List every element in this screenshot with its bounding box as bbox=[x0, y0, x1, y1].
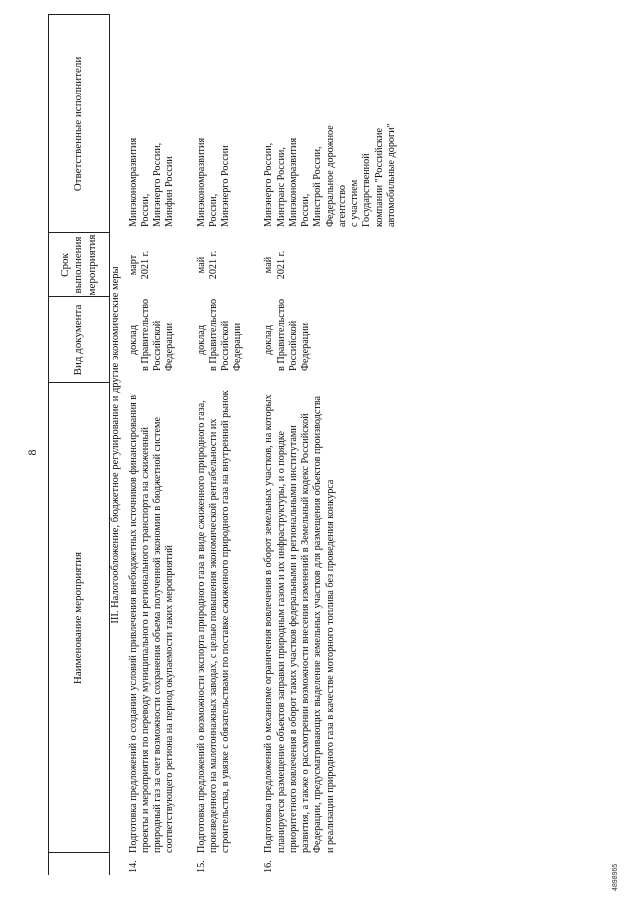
responsible-line: Минэнерго России bbox=[220, 145, 231, 227]
doc-line: доклад bbox=[127, 325, 139, 356]
measures-table bbox=[48, 15, 412, 876]
responsible-line: Минэкономразвития bbox=[287, 137, 299, 227]
responsible-line: компании "Российские bbox=[373, 128, 385, 227]
header-deadline: Срок выполнения мероприятия bbox=[49, 233, 110, 297]
header-number-cell bbox=[49, 853, 110, 875]
responsible-line: агентство bbox=[336, 185, 348, 227]
doc-line: в Правительство bbox=[139, 298, 151, 371]
responsible-line: Минэкономразвития bbox=[127, 137, 139, 227]
row-measure-name: Подготовка предложений о механизме ограничения вовлечения в оборот земельных участков, на которых планируется размещение объектов заправки природным газом и их инфраструктуры, и о порядке приоритетного вовлечения в оборот таких участков федеральными и региональными институтами развития, а также о рассмотрении возможности внесения изменений в Земельный кодекс Российской Федерации, предусматривающих выделение земельных участков для размещения объектов производства и реализации природного газа в качестве моторного топлива без проведения конкурса bbox=[263, 394, 336, 853]
row-deadline bbox=[258, 233, 412, 297]
section-title-row bbox=[110, 15, 123, 875]
section-title: III. Налогообложение, бюджетное регулирование и другие экономические меры bbox=[110, 266, 121, 624]
doc-line: Российской bbox=[287, 320, 299, 371]
row-responsible bbox=[191, 15, 259, 233]
doc-line: доклад bbox=[195, 325, 207, 356]
doc-line: в Правительство bbox=[207, 298, 219, 371]
responsible-line: Минэнерго России, bbox=[152, 142, 164, 227]
responsible-line: России, bbox=[300, 193, 312, 227]
doc-line: доклад bbox=[263, 325, 275, 356]
row-number: 15. bbox=[195, 860, 207, 873]
doc-line: Федерации bbox=[300, 322, 312, 371]
doc-line: Российской bbox=[152, 320, 164, 371]
doc-line: в Правительство bbox=[275, 298, 287, 371]
row-number: 16. bbox=[263, 860, 275, 873]
header-responsible: Ответственные исполнители bbox=[49, 15, 110, 233]
header-document-type: Вид документа bbox=[49, 297, 110, 383]
row-document-type bbox=[123, 297, 191, 383]
row-document-type bbox=[191, 297, 259, 383]
row-measure-name: Подготовка предложений о возможности экспорта природного газа в виде сжиженного природного газа, произведенного на малотоннажных заводах, с целью повышения экономической рентабельности их строительства, в увязке с обязательствами по поставке сжиженного природного газа на внутренний рынок bbox=[195, 390, 231, 853]
responsible-line: Минэкономразвития bbox=[195, 137, 207, 227]
table-row bbox=[258, 15, 412, 875]
responsible-line: автомобильные дороги" bbox=[385, 123, 397, 227]
responsible-line: Минстрой России, bbox=[312, 146, 324, 227]
row-measure-name: Подготовка предложений о создании условий привлечения внебюджетных источников финансирования в проекты и мероприятия по переводу муниципального и регионального транспорта на сжиженный природный газ за счет возможности сохранения объема полученной экономии в бюджетной системе соответствующего региона на период окупаемости таких мероприятий bbox=[127, 394, 176, 853]
deadline-year: 2021 г. bbox=[139, 250, 151, 280]
row-document-type bbox=[258, 297, 412, 383]
responsible-line: России, bbox=[139, 193, 151, 227]
table-header-row bbox=[49, 15, 110, 875]
responsible-line: Государственной bbox=[361, 153, 373, 227]
deadline-month: май bbox=[195, 256, 207, 274]
deadline-year: 2021 г. bbox=[207, 250, 219, 280]
row-responsible bbox=[258, 15, 412, 233]
responsible-line: Минтранс России, bbox=[275, 147, 287, 227]
doc-line: Федерации bbox=[232, 322, 244, 371]
table-row bbox=[191, 15, 259, 875]
responsible-line: Федеральное дорожное bbox=[324, 125, 336, 227]
document-code: 4898965 bbox=[612, 863, 619, 891]
table-row bbox=[123, 15, 191, 875]
responsible-line: Минфин России bbox=[164, 156, 176, 227]
doc-line: Федерации bbox=[164, 322, 176, 371]
responsible-line: России, bbox=[207, 193, 219, 227]
deadline-month: март bbox=[127, 254, 139, 276]
responsible-line: с участием bbox=[349, 179, 361, 227]
responsible-line: Минэнерго России, bbox=[263, 142, 275, 227]
deadline-year: 2021 г. bbox=[275, 250, 287, 280]
row-deadline bbox=[123, 233, 191, 297]
doc-line: Российской bbox=[220, 320, 231, 371]
deadline-month: май bbox=[263, 256, 275, 274]
row-responsible bbox=[123, 15, 191, 233]
row-deadline bbox=[191, 233, 259, 297]
page-number: 8 bbox=[25, 449, 39, 456]
header-name: Наименование мероприятия bbox=[49, 383, 110, 853]
row-number: 14. bbox=[127, 860, 139, 873]
